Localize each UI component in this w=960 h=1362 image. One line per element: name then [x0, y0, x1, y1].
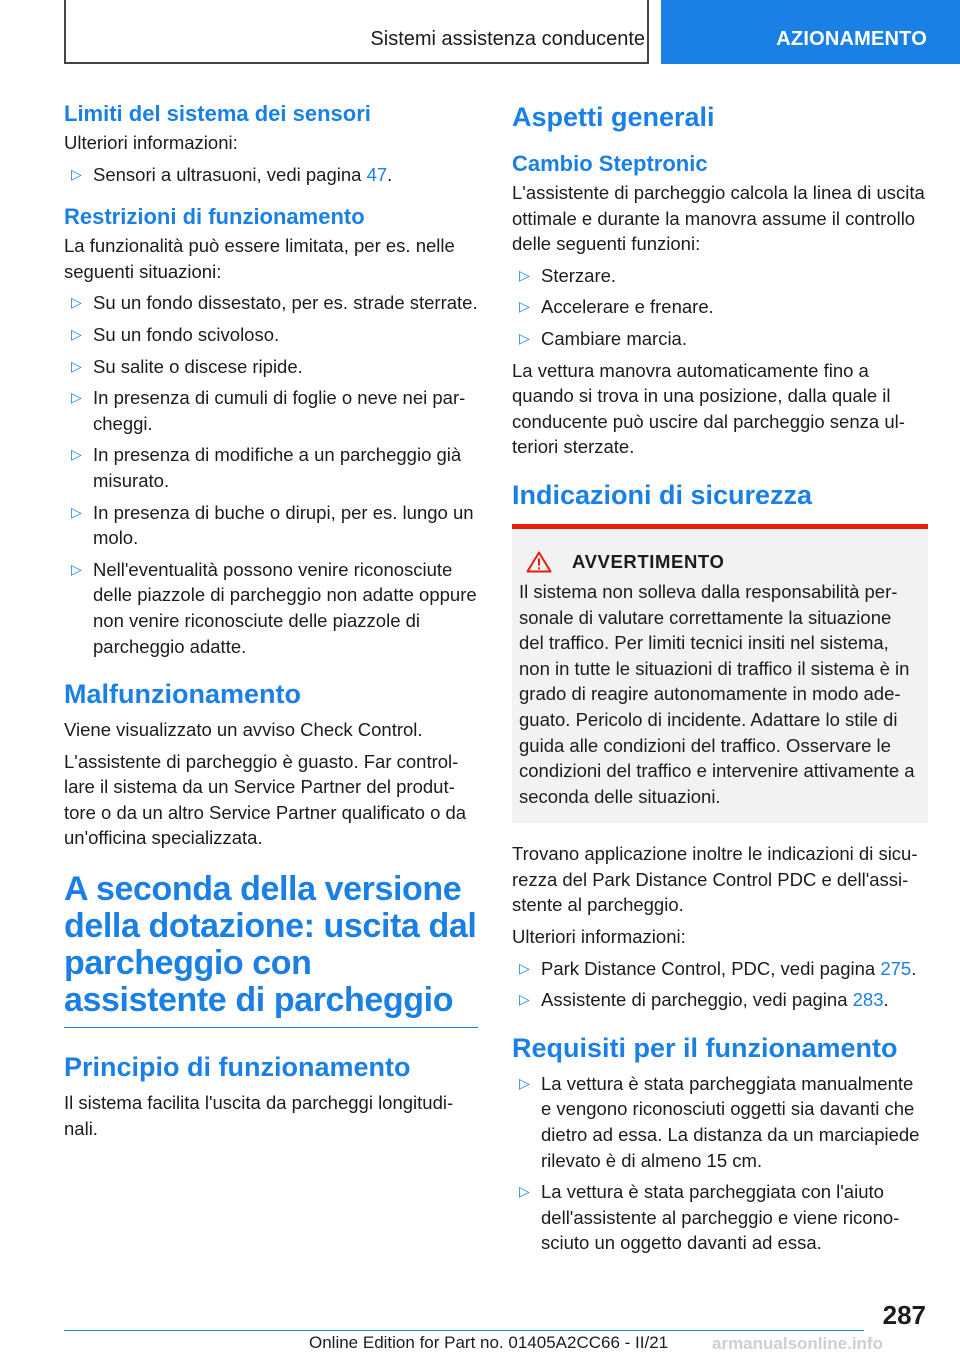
bullet-triangle-icon: ▷	[71, 503, 82, 520]
list-item: ▷ Su salite o discese ripide.	[64, 354, 478, 380]
heading-divider	[64, 1027, 478, 1028]
principle-heading: Principio di funzionamento	[64, 1052, 411, 1083]
bullet-triangle-icon: ▷	[519, 298, 530, 315]
list-item: ▷ Accelerare e frenare.	[512, 294, 928, 320]
main-chapter-heading: A seconda della versione della dotazione: uscita dal parcheggio con assistente di parcheggio	[64, 870, 477, 1020]
requirements-heading: Requisiti per il funzionamento	[512, 1032, 898, 1063]
requirements-list	[512, 1071, 928, 1256]
safety-text: Trovano applicazione inoltre le indicazioni di sicurezza del Park Distance Control PDC e dell'assistente al parcheggio.	[512, 843, 918, 916]
right-column	[512, 100, 928, 1262]
header-chapter-tab	[661, 0, 960, 64]
malfunction-text-1: Viene visualizzato un avviso Check Control.	[64, 719, 423, 741]
restrictions-heading: Restrizioni di funzionamento	[64, 204, 365, 230]
safety-heading: Indicazioni di sicurezza	[512, 479, 813, 510]
principle-text: Il sistema facilita l'uscita da parcheggi longitudinali.	[64, 1092, 454, 1139]
bullet-triangle-icon: ▷	[519, 1183, 530, 1200]
safety-more-info: Ulteriori informazioni:	[512, 926, 686, 948]
safety-references-list	[512, 956, 928, 1013]
warning-triangle-icon	[526, 551, 552, 573]
warning-text: Il sistema non solleva dalla responsabilità personale di valutare correttamente la situazione del traffico. Per limiti tecnici insiti nel sistema, non in tutte le situazioni di traffico il sistema è in grado di reagire autonomamente in modo adeguato. Pericolo di incidente. Adattare lo stile di guida alle condizioni del traffico. Osservare le condizioni del traffico e intervenire attivamente a seconda delle situazioni.	[519, 580, 915, 807]
steptronic-outro: La vettura manovra automaticamente fino a quando si trova in una posizione, dalla quale il conducente può uscire dal parcheggio senza ulteriori sterzate.	[512, 359, 905, 458]
list-item: ▷ La vettura è stata parcheggiata con l'aiuto dell'assistente al parcheggio e viene riconosciuto un oggetto davanti ad essa.	[519, 1181, 900, 1254]
bullet-triangle-icon: ▷	[519, 266, 530, 283]
list-item: ▷ Su un fondo scivoloso.	[64, 322, 478, 348]
list-item: ▷ Park Distance Control, PDC, vedi pagina 275.	[512, 956, 928, 982]
general-heading: Aspetti generali	[512, 102, 715, 132]
bullet-triangle-icon: ▷	[519, 991, 530, 1008]
bullet-triangle-icon: ▷	[71, 446, 82, 463]
restrictions-list	[64, 290, 478, 659]
limits-intro: Ulteriori informazioni:	[64, 132, 238, 153]
list-item: ▷ In presenza di modifiche a un parcheggio già misurato.	[71, 444, 462, 491]
header-section-title: Sistemi assistenza conducente	[370, 28, 645, 50]
list-item: ▷ Sensori a ultrasuoni, vedi pagina 47.	[64, 162, 478, 188]
steptronic-intro: L'assistente di parcheggio calcola la linea di uscita ottimale e durante la manovra assume il controllo delle seguenti funzioni:	[512, 182, 925, 255]
limits-heading: Limiti del sistema dei sensori	[64, 101, 371, 126]
list-item: ▷ Su un fondo dissestato, per es. strade sterrate.	[64, 290, 478, 316]
bullet-triangle-icon: ▷	[519, 1074, 530, 1091]
bullet-triangle-icon: ▷	[71, 389, 82, 406]
list-item: ▷ Assistente di parcheggio, vedi pagina 283.	[512, 987, 928, 1013]
left-column	[64, 100, 478, 1147]
bullet-triangle-icon: ▷	[519, 959, 530, 976]
list-item: ▷ Cambiare marcia.	[512, 326, 928, 352]
footer-edition: Online Edition for Part no. 01405A2CC66 - II/21	[309, 1333, 669, 1352]
list-item: ▷ La vettura è stata parcheggiata manualmente e vengono riconosciuti oggetti sia davanti che dietro ad essa. La distanza da un marciapiede rilevato è di almeno 15 cm.	[519, 1072, 920, 1171]
list-item: ▷ Nell'eventualità possono venire riconosciute delle piazzole di parcheggio non adatte oppure non venire riconosciute delle piazzole di parcheggio adatte.	[71, 558, 477, 657]
malfunction-heading: Malfunzionamento	[64, 679, 301, 710]
page-number: 287	[882, 1300, 926, 1330]
list-item: ▷ Sterzare.	[512, 263, 928, 289]
footer-divider	[64, 1330, 864, 1331]
bullet-triangle-icon: ▷	[519, 329, 530, 346]
page-link-275[interactable]: 275	[880, 957, 912, 979]
warning-box	[512, 524, 928, 823]
steptronic-heading: Cambio Steptronic	[512, 151, 708, 176]
limits-list	[64, 162, 478, 188]
warning-header	[526, 551, 920, 573]
bullet-triangle-icon: ▷	[71, 165, 82, 182]
bullet-triangle-icon: ▷	[71, 357, 82, 374]
bullet-triangle-icon: ▷	[71, 560, 82, 577]
bullet-triangle-icon: ▷	[71, 325, 82, 342]
steptronic-list	[512, 263, 928, 352]
page-link-283[interactable]: 283	[852, 989, 884, 1011]
page-link-47[interactable]: 47	[366, 163, 388, 185]
restrictions-intro: La funzionalità può essere limitata, per es. nelle seguenti situazioni:	[64, 235, 455, 282]
bullet-triangle-icon: ▷	[71, 294, 82, 311]
list-item: ▷ In presenza di buche o dirupi, per es. lungo un molo.	[71, 501, 474, 549]
malfunction-text-2: L'assistente di parcheggio è guasto. Far controllare il sistema da un Service Partner del produttore o da un altro Service Partner qualificato o da un'officina specializzata.	[64, 750, 467, 849]
warning-title: AVVERTIMENTO	[572, 550, 725, 572]
list-item: ▷ In presenza di cumuli di foglie o neve nei parcheggi.	[71, 387, 466, 434]
header-chapter-label: AZIONAMENTO	[776, 28, 927, 50]
watermark: armanualsonline.info	[712, 1334, 883, 1353]
